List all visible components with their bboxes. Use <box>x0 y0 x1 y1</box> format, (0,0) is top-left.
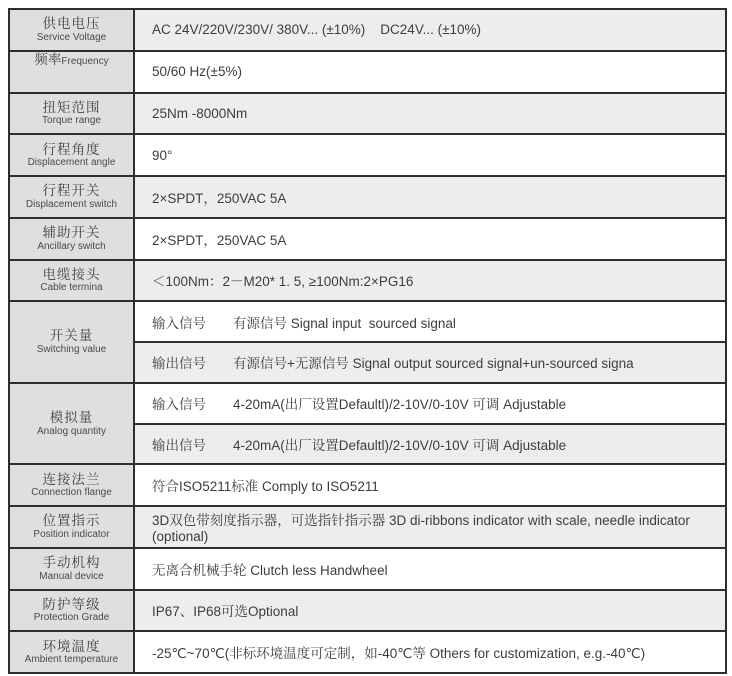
row-value: 2×SPDT，250VAC 5A <box>135 219 725 259</box>
row-label-zh: 环境温度 <box>42 638 101 654</box>
row-label-en: Connection flange <box>31 487 112 499</box>
sub-rows <box>135 302 725 382</box>
row-label-en: Frequency <box>61 55 109 67</box>
row-label-zh: 行程开关 <box>42 183 101 199</box>
row-label-en: Analog quantity <box>37 425 106 437</box>
row-value: ＜100Nm：2－M20* 1. 5, ≥100Nm:2×PG16 <box>135 261 725 301</box>
row-label <box>10 632 135 672</box>
row-label <box>10 302 135 382</box>
row-label <box>10 94 135 134</box>
table-row-displacement-angle <box>10 133 725 175</box>
row-label-en: Ancillary switch <box>37 240 106 252</box>
row-value: AC 24V/220V/230V/ 380V... (±10%) DC24V... (±10%) <box>135 10 725 50</box>
row-label-zh: 频率 <box>34 51 62 67</box>
row-label-zh: 连接法兰 <box>42 471 101 487</box>
sub-row-name: 输出信号 <box>152 437 206 453</box>
row-label <box>10 384 135 464</box>
row-label-zh: 供电电压 <box>42 16 101 32</box>
table-row-protection-grade <box>10 589 725 631</box>
row-label <box>10 52 135 92</box>
table-row-manual-device <box>10 547 725 589</box>
row-label-zh: 开关量 <box>49 328 94 344</box>
sub-row-value: 4-20mA(出厂设置Defaultl)/2-10V/0-10V 可调 Adjustable <box>233 437 567 453</box>
table-row-torque-range <box>10 92 725 134</box>
sub-row-value: 4-20mA(出厂设置Defaultl)/2-10V/0-10V 可调 Adjustable <box>233 397 567 413</box>
row-label-zh: 防护等级 <box>42 596 101 612</box>
row-label <box>10 177 135 217</box>
row-label <box>10 591 135 631</box>
table-row-service-voltage <box>10 10 725 50</box>
table-row-connection-flange <box>10 463 725 505</box>
table-row-position-indicator <box>10 505 725 547</box>
table-row-frequency <box>10 50 725 92</box>
table-row-ancillary-switch <box>10 217 725 259</box>
sub-row-value: 有源信号 Signal input sourced signal <box>233 315 456 331</box>
sub-row-output-signal <box>135 341 725 382</box>
sub-row-value: 有源信号+无源信号 Signal output sourced signal+un-sourced signa <box>233 356 634 372</box>
row-label-zh: 电缆接头 <box>42 266 101 282</box>
row-label-zh: 位置指示 <box>42 513 101 529</box>
row-label-en: Ambient temperature <box>24 654 119 666</box>
sub-row-output-signal <box>135 423 725 464</box>
row-label-zh: 模拟量 <box>49 409 94 425</box>
row-value: 无离合机械手轮 Clutch less Handwheel <box>135 549 725 589</box>
sub-row-name: 输出信号 <box>152 356 206 372</box>
table-row-displacement-switch <box>10 175 725 217</box>
row-label-zh: 扭矩范围 <box>42 99 101 115</box>
row-label <box>10 135 135 175</box>
row-label-zh: 手动机构 <box>42 555 101 571</box>
row-label <box>10 261 135 301</box>
row-label <box>10 507 135 547</box>
sub-row-name: 输入信号 <box>152 397 206 413</box>
table-row-ambient-temperature <box>10 630 725 672</box>
sub-rows <box>135 384 725 464</box>
row-label <box>10 465 135 505</box>
row-value: 50/60 Hz(±5%) <box>135 52 725 92</box>
table-row-group-switching-value <box>10 300 725 382</box>
row-label-en: Torque range <box>42 115 101 127</box>
table-row-group-analog-quantity <box>10 382 725 464</box>
row-label-en: Position indicator <box>33 528 110 540</box>
row-label-en: Displacement angle <box>27 157 116 169</box>
row-label <box>10 549 135 589</box>
row-label-en: Manual device <box>39 570 104 582</box>
row-label <box>10 219 135 259</box>
row-label-en: Switching value <box>36 344 107 355</box>
row-label-zh: 辅助开关 <box>42 225 101 241</box>
row-value: 2×SPDT，250VAC 5A <box>135 177 725 217</box>
spec-table <box>8 8 727 674</box>
sub-row-input-signal <box>135 384 725 423</box>
row-label <box>10 10 135 50</box>
table-row-cable-terminal <box>10 259 725 301</box>
row-value: 符合ISO5211标准 Comply to ISO5211 <box>135 465 725 505</box>
row-label-en: Displacement switch <box>25 198 118 210</box>
row-value: -25℃~70℃(非标环境温度可定制，如-40℃等 Others for customization, e.g.-40℃) <box>135 632 725 672</box>
row-label-zh: 行程角度 <box>42 141 101 157</box>
row-label-en: Service Voltage <box>36 31 107 43</box>
row-label-en: Cable termina <box>40 282 103 294</box>
sub-row-input-signal <box>135 302 725 341</box>
row-value: IP67、IP68可选Optional <box>135 591 725 631</box>
row-value: 3D双色带刻度指示器，可选指针指示器 3D di-ribbons indicator with scale, needle indicator (optional) <box>135 507 725 547</box>
row-value: 25Nm -8000Nm <box>135 94 725 134</box>
sub-row-name: 输入信号 <box>152 315 206 331</box>
row-value: 90° <box>135 135 725 175</box>
row-label-en: Protection Grade <box>33 612 110 624</box>
